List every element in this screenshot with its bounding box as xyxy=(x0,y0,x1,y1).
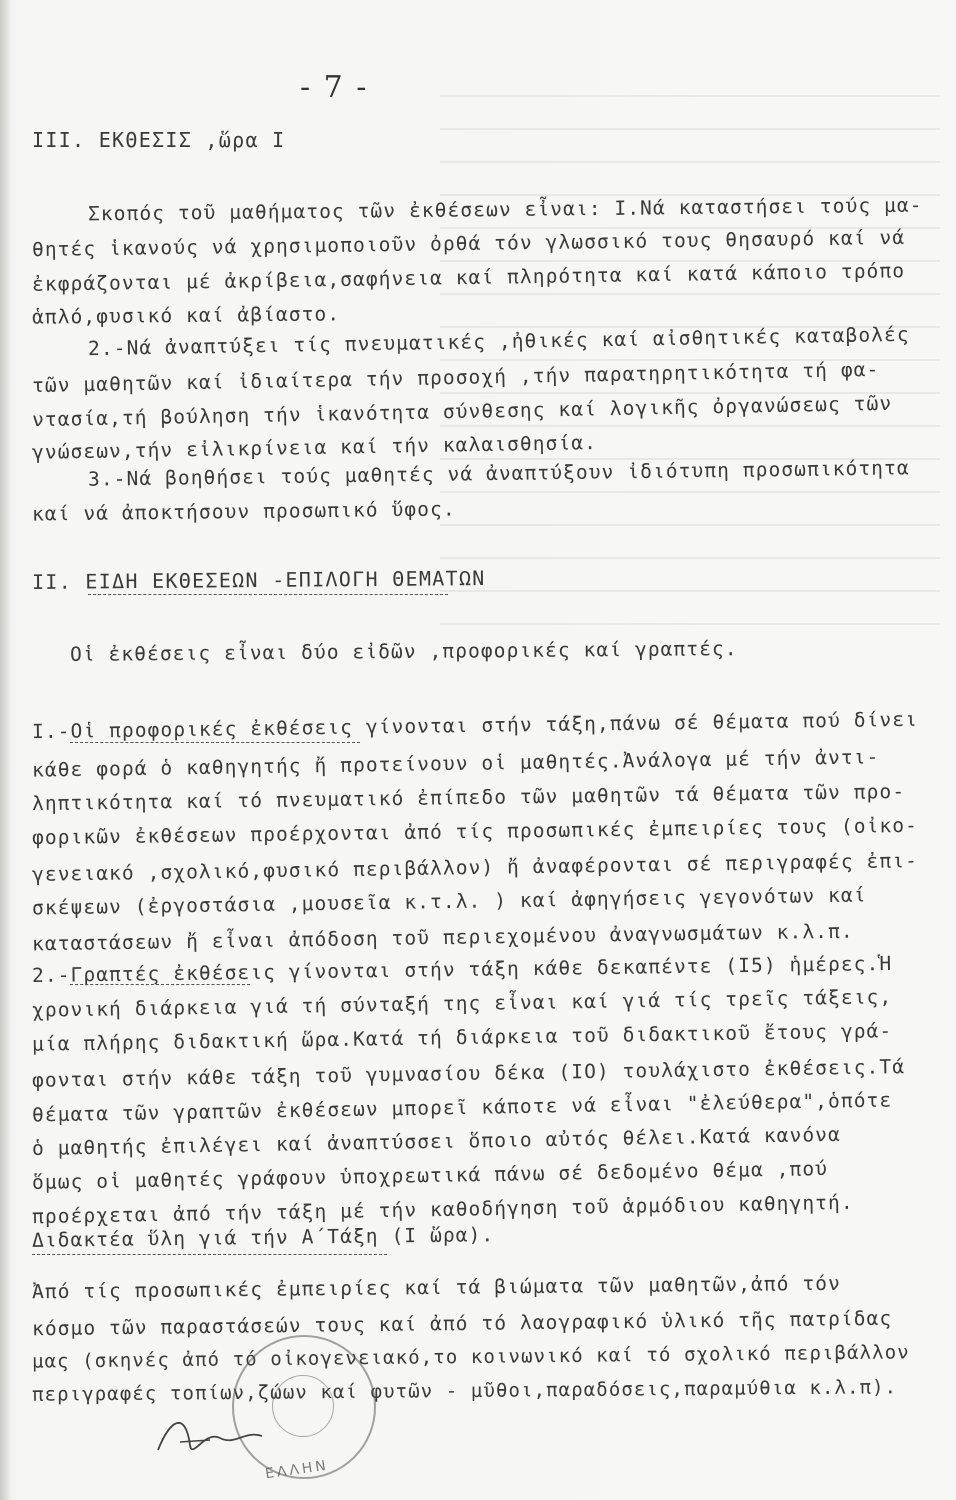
text-line: Οἱ ἐκθέσεις εἶναι δύο εἰδῶν ,προφορικές καί γραπτές. xyxy=(69,637,738,666)
text-line: ὅμως οἱ μαθητές γράφουν ὑποχρεωτικά πάνω σέ δεδομένο θέμα ,πού xyxy=(31,1157,829,1194)
subheading-underline xyxy=(32,1254,387,1255)
subheading-underline xyxy=(70,984,250,985)
text-line: τῶν μαθητῶν καί ἰδιαίτερα τήν προσοχή ,τήν παρατηρητικότητα τή φα- xyxy=(31,357,880,398)
text-line: θητές ἱκανούς νά χρησιμοποιοῦν ὀρθά τόν γλωσσικό τους θησαυρό καί νά xyxy=(31,225,906,262)
text-line: καταστάσεων ἤ εἶναι ἀπόδοση τοῦ περιεχομένου ἀναγνωσμάτων κ.λ.π. xyxy=(31,919,854,956)
seal-emblem xyxy=(272,1375,334,1437)
text-line: ντασία,τή βούληση τήν ἱκανότητα σύνθεσης καί λογικῆς ὀργανώσεως τῶν xyxy=(31,391,893,432)
text-line: φορικῶν ἐκθέσεων προέρχονται ἀπό τίς προσωπικές ἐμπειρίες τους (οἰκο- xyxy=(31,813,919,850)
text-line: Σκοπός τοῦ μαθήματος τῶν ἐκθέσεων εἶναι: Ι.Νά καταστήσει τούς μα- xyxy=(87,193,923,226)
section-heading-ii: ΙΙ. ΕΙΔΗ ΕΚΘΕΣΕΩΝ -ΕΠΙΛΟΓΗ ΘΕΜΑΤΩΝ xyxy=(31,566,486,594)
text-line: φονται στήν κάθε τάξη τοῦ γυμνασίου δέκα (ΙΟ) τουλάχιστο ἐκθέσεις.Τά xyxy=(31,1055,906,1092)
text-line: 2.-Νά ἀναπτύξει τίς πνευματικές ,ἠθικές καί αἰσθητικές καταβολές xyxy=(87,322,910,361)
subheading-underline xyxy=(70,742,360,743)
text-line: περιγραφές τοπίων,ζώων καί φυτῶν - μῦθοι,παραδόσεις,παραμύθια κ.λ.π). xyxy=(31,1376,898,1406)
text-line: ἐκφράζονται μέ ἀκρίβεια,σαφήνεια καί πληρότητα καί κατά κάποιο τρόπο xyxy=(31,259,906,296)
text-line: Ι.-Οἱ προφορικές ἐκθέσεις γίνονται στήν τάξη,πάνω σέ θέματα πού δίνει xyxy=(31,707,919,744)
text-line: καί νά ἀποκτήσουν προσωπικό ὕφος. xyxy=(31,497,456,526)
text-line: μας (σκηνές ἀπό τό οἰκογενειακό,το κοινωνικό καί τό σχολικό περιβάλλον xyxy=(31,1341,910,1373)
text-line: 2.-Γραπτές ἐκθέσεις γίνονται στήν τάξη κάθε δεκαπέντε (Ι5) ἡμέρες.Ἡ xyxy=(31,951,893,988)
text-line: γενειακό ,σχολικό,φυσικό περιβάλλον) ἤ ἀναφέρονται σέ περιγραφές ἐπι- xyxy=(31,849,919,886)
text-line: Διδακτέα ὕλη γιά τήν Α΄Τάξη (Ι ὥρα). xyxy=(31,1223,495,1252)
text-line: κόσμο τῶν παραστάσεών τους καί ἀπό τό λαογραφικό ὑλικό τῆς πατρίδας xyxy=(31,1306,893,1341)
text-line: σκέψεων (ἐργοστάσια ,μουσεῖα κ.τ.λ. ) καί ἀφηγήσεις γεγονότων καί xyxy=(31,883,867,920)
handwritten-signature xyxy=(150,1400,270,1470)
text-line: χρονική διάρκεια γιά τή σύνταξή της εἶναι καί γιά τίς τρεῖς τάξεις, xyxy=(31,985,893,1022)
seal-text: ΕΛΛΗΝ xyxy=(264,1457,330,1483)
page-binding-edge xyxy=(0,0,10,1500)
text-line: κάθε φορά ὁ καθηγητής ἤ προτείνουν οἱ μαθητές.Ἀνάλογα μέ τήν ἀντι- xyxy=(31,745,880,782)
section-heading-iii: III. ΕΚΘΕΣΙΣ ,ὥρα Ι xyxy=(32,128,286,152)
text-line: προέρχεται ἀπό τήν τάξη μέ τήν καθοδήγηση τοῦ ἁρμόδιου καθηγητή. xyxy=(31,1190,854,1229)
text-line: γνώσεων,τήν εἰλικρίνεια καί τήν καλαισθησία. xyxy=(31,431,598,464)
text-line: θέματα τῶν γραπτῶν ἐκθέσεων μπορεῖ κάποτε νά εἶναι "ἐλεύθερα",ὁπότε xyxy=(31,1088,893,1127)
text-line: Ἀπό τίς προσωπικές ἐμπειρίες καί τά βιώματα τῶν μαθητῶν,ἀπό τόν xyxy=(31,1271,842,1304)
text-line: ληπτικότητα καί τό πνευματικό ἐπίπεδο τῶν μαθητῶν τά θέματα τῶν προ- xyxy=(31,779,906,816)
text-line: 3.-Νά βοηθήσει τούς μαθητές νά ἀναπτύξουν ἰδιότυπη προσωπικότητα xyxy=(87,456,910,491)
text-line: ὁ μαθητής ἐπιλέγει καί ἀναπτύσσει ὅποιο αὐτός θέλει.Κατά κανόνα xyxy=(31,1122,842,1161)
page-number: - 7 - xyxy=(300,70,369,105)
text-line: μία πλήρης διδακτική ὥρα.Κατά τή διάρκεια τοῦ διδακτικοῦ ἔτους γρά- xyxy=(31,1019,893,1056)
text-line: ἁπλό,φυσικό καί ἀβίαστο. xyxy=(31,302,341,329)
heading-underline xyxy=(88,594,448,595)
